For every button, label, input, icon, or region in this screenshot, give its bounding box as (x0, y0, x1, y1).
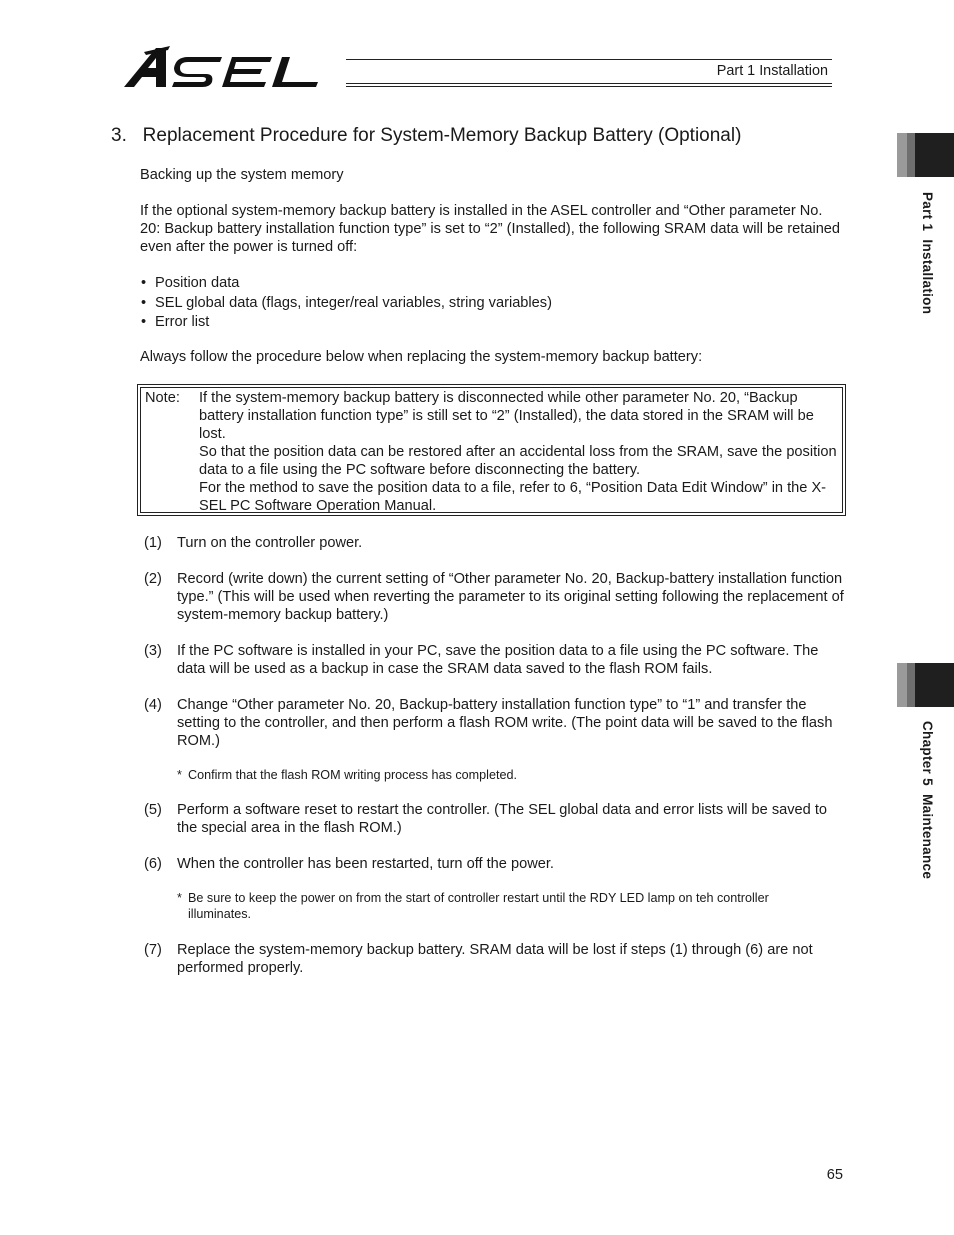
step-text: Record (write down) the current setting of “Other parameter No. 20, Backup-battery installation function type.” (This will be used when reverting the parameter to its original setting following the replacement of system-memory backup battery.) (177, 571, 844, 623)
list-item: • Position data (141, 275, 240, 291)
side-tab-chapter (897, 663, 954, 707)
side-label-chapter: Chapter 5 Maintenance (920, 721, 935, 880)
step-number: (3) (144, 643, 162, 659)
header-rule (346, 83, 832, 84)
side-label-part: Part 1 Installation (920, 192, 935, 315)
section-title: 3. Replacement Procedure for System-Memory Backup Battery (Optional) (111, 125, 742, 146)
step-number: (5) (144, 802, 162, 818)
step-text: When the controller has been restarted, turn off the power. (177, 856, 554, 872)
asel-logo (122, 44, 344, 90)
bullet-icon: • (141, 295, 147, 311)
step-text: Change “Other parameter No. 20, Backup-battery installation function type” to “1” and transfer the setting to the controller, and then perform a flash ROM write. (The point data will be saved to the flash ROM.) (177, 697, 833, 749)
bullet-icon: • (141, 314, 147, 330)
footnote: * Be sure to keep the power on from the start of controller restart until the RDY LED lamp on teh controller illuminates. (177, 891, 769, 921)
header-rule (346, 59, 832, 60)
step-text: Perform a software reset to restart the controller. (The SEL global data and error lists will be saved to the special area in the flash ROM.) (177, 802, 827, 836)
note-label: Note: (145, 390, 180, 406)
note-text: If the system-memory backup battery is disconnected while other parameter No. 20, “Backup battery installation function type” is still set to “2” (Installed), the data stored in the SRAM will be lost. So that the position data can be restored after an accidental loss from the SRAM, save the position data to a file using the PC software before disconnecting the battery. For the method to save the position data to a file, refer to 6, “Position Data Edit Window” in the X-SEL PC Software Operation Manual. (199, 390, 837, 514)
follow-paragraph: Always follow the procedure below when replacing the system-memory backup battery: (140, 349, 703, 365)
bullet-icon: • (141, 275, 147, 291)
intro-paragraph: If the optional system-memory backup battery is installed in the ASEL controller and “Other parameter No. 20: Backup battery installation function type” is set to “2” (Installed), the following SRAM data will be retained even after the power is turned off: (140, 203, 841, 255)
step-number: (4) (144, 697, 162, 713)
header-rule (346, 86, 832, 87)
step-text: Turn on the controller power. (177, 535, 363, 551)
page-number: 65 (826, 1167, 843, 1183)
step-text: If the PC software is installed in your PC, save the position data to a file using the PC software. The data will be used as a backup in case the SRAM data saved to the flash ROM fails. (177, 643, 819, 677)
step-number: (1) (144, 535, 162, 551)
side-tab-part (897, 133, 954, 177)
step-number: (6) (144, 856, 162, 872)
list-item: • SEL global data (flags, integer/real variables, string variables) (141, 295, 552, 311)
footnote: * Confirm that the flash ROM writing process has completed. (177, 768, 517, 782)
step-text: Replace the system-memory backup battery. SRAM data will be lost if steps (1) through (6) are not performed properly. (177, 942, 813, 976)
header-part-label: Part 1 Installation (716, 63, 828, 79)
step-number: (7) (144, 942, 162, 958)
step-number: (2) (144, 571, 162, 587)
subheading: Backing up the system memory (140, 167, 344, 183)
list-item: • Error list (141, 314, 210, 330)
